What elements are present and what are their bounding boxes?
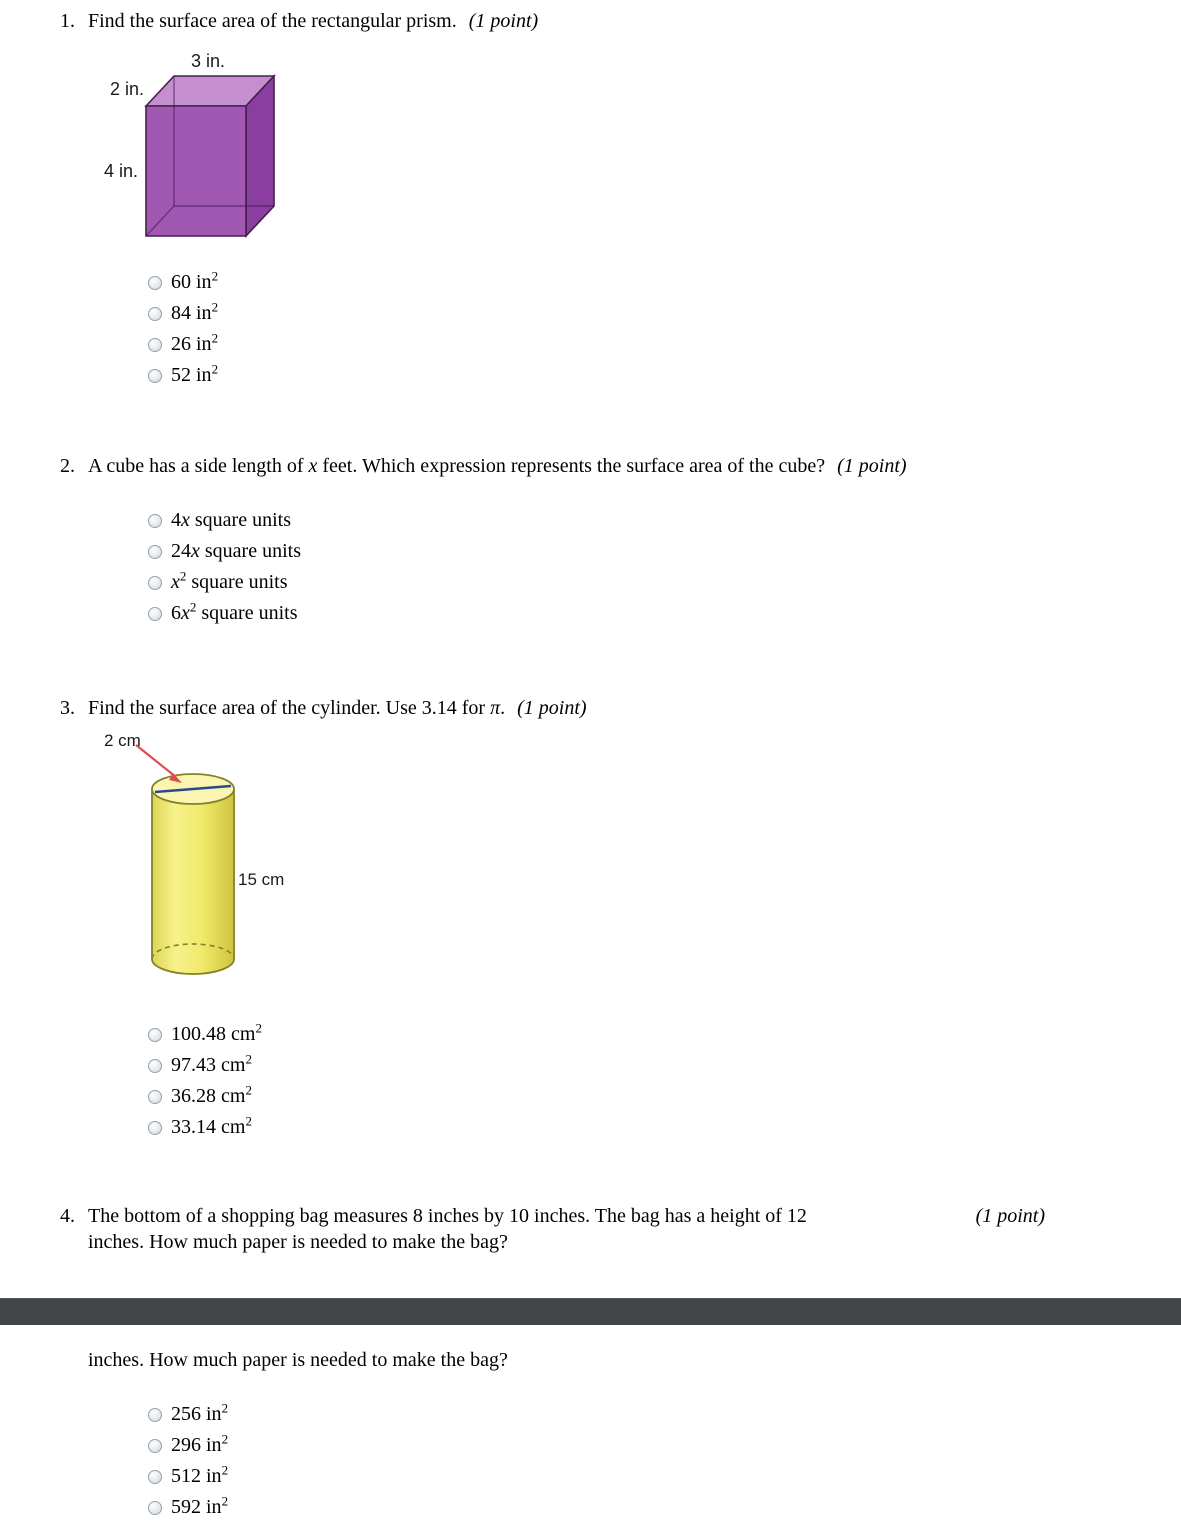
question-4-text — [88, 1203, 1181, 1253]
question-2-heading — [0, 453, 1181, 479]
question-1-option-3 — [148, 329, 1181, 360]
question-3-text-pre: Find the surface area of the cylinder. Use 3.14 for — [88, 697, 491, 719]
question-1-option-1-label[interactable]: 60 $in^2$ — [171, 268, 219, 293]
question-3-points: (1 point) — [517, 697, 587, 719]
question-3-option-4 — [148, 1112, 1181, 1143]
prism-label-top: 3 in. — [190, 51, 226, 71]
question-2-option-3-radio[interactable] — [148, 576, 162, 590]
question-2-text-post: feet. Which expression represents the surface area of the cube? — [317, 455, 826, 477]
prism-label-top-left: 2 in. — [109, 79, 144, 99]
question-3-heading — [0, 695, 1181, 721]
prism-figure — [88, 36, 323, 236]
question-1-option-1 — [148, 267, 1181, 298]
clipped-repeated-text: inches. How much paper is needed to make the bag? — [88, 1349, 508, 1371]
question-3-text-post: . — [500, 697, 506, 719]
question-3-option-3-label[interactable]: 36.28 $cm^2$ — [171, 1082, 252, 1107]
question-1-option-3-radio[interactable] — [148, 338, 162, 352]
prism-label-left: 4 in. — [103, 161, 138, 181]
question-4-option-4-label[interactable]: 592 $in^2$ — [171, 1493, 229, 1518]
question-3-option-3-radio[interactable] — [148, 1090, 162, 1104]
question-2-option-2 — [148, 536, 1181, 567]
question-3-option-1 — [148, 1019, 1181, 1050]
question-3-option-1-label[interactable]: 100.48 $cm^2$ — [171, 1020, 262, 1045]
question-4-option-1-radio[interactable] — [148, 1408, 162, 1422]
question-2-option-3-label[interactable]: $x^2$ square units — [171, 568, 288, 593]
question-2-option-4-radio[interactable] — [148, 607, 162, 621]
cylinder-diameter-label: 2 cm — [104, 731, 141, 750]
question-1-heading — [0, 8, 1181, 34]
question-3-option-2-radio[interactable] — [148, 1059, 162, 1073]
question-4-text-line1: The bottom of a shopping bag measures 8 inches by 10 inches. The bag has a height of 12 — [88, 1205, 807, 1227]
question-1-option-4-radio[interactable] — [148, 369, 162, 383]
question-3 — [0, 695, 1181, 1143]
question-2-option-4-label[interactable]: $6x^2$ square units — [171, 599, 298, 624]
question-4-option-3 — [148, 1461, 1181, 1492]
question-1-number: 1. — [60, 10, 75, 32]
question-2-options — [148, 505, 1181, 629]
question-2-option-1-radio[interactable] — [148, 514, 162, 528]
question-4-option-1 — [148, 1399, 1181, 1430]
question-1 — [0, 0, 1181, 391]
question-2 — [0, 453, 1181, 629]
question-3-option-4-radio[interactable] — [148, 1121, 162, 1135]
question-4-text-line2-clipped: inches. How much paper is needed to make the bag? — [88, 1231, 508, 1253]
question-3-option-2-label[interactable]: 97.43 $cm^2$ — [171, 1051, 252, 1076]
question-3-text — [88, 695, 1181, 721]
question-2-option-1-label[interactable]: 4x square units — [171, 509, 291, 531]
question-2-text-pre: A cube has a side length of — [88, 455, 309, 477]
prism-front-face — [146, 106, 246, 236]
question-2-option-3 — [148, 567, 1181, 598]
question-1-option-2-label[interactable]: 84 $in^2$ — [171, 299, 219, 324]
question-2-option-1 — [148, 505, 1181, 536]
question-4-option-3-label[interactable]: 512 $in^2$ — [171, 1462, 229, 1487]
question-1-text-pre: Find the surface area of the rectangular prism. — [88, 10, 457, 32]
question-2-option-2-radio[interactable] — [148, 545, 162, 559]
question-4-option-4 — [148, 1492, 1181, 1523]
cylinder-figure — [96, 727, 301, 992]
question-4-option-1-label[interactable]: 256 $in^2$ — [171, 1400, 229, 1425]
question-2-var: x — [308, 455, 318, 477]
question-4-option-2-radio[interactable] — [148, 1439, 162, 1453]
question-4-option-3-radio[interactable] — [148, 1470, 162, 1484]
prism-shape — [146, 76, 274, 236]
question-4-points: (1 point) — [975, 1205, 1045, 1227]
question-1-options — [148, 267, 1181, 391]
question-3-option-1-radio[interactable] — [148, 1028, 162, 1042]
question-2-number: 2. — [60, 455, 75, 477]
question-1-option-4-label[interactable]: 52 $in^2$ — [171, 361, 219, 386]
question-4 — [0, 1203, 1181, 1253]
cylinder-body — [152, 789, 234, 974]
question-3-option-3 — [148, 1081, 1181, 1112]
question-2-points: (1 point) — [837, 455, 907, 477]
question-1-option-2 — [148, 298, 1181, 329]
question-1-points: (1 point) — [468, 10, 539, 32]
question-3-option-4-label[interactable]: 33.14 $cm^2$ — [171, 1113, 252, 1138]
question-3-var: π — [490, 697, 501, 719]
question-1-option-2-radio[interactable] — [148, 307, 162, 321]
question-4-number: 4. — [60, 1205, 75, 1227]
question-3-option-2 — [148, 1050, 1181, 1081]
question-1-option-1-radio[interactable] — [148, 276, 162, 290]
question-2-text — [88, 453, 1181, 479]
divider-bar — [0, 1298, 1181, 1325]
question-1-text — [88, 8, 1181, 34]
question-4-option-4-radio[interactable] — [148, 1501, 162, 1515]
question-4-option-2 — [148, 1430, 1181, 1461]
question-2-option-4 — [148, 598, 1181, 629]
question-4-option-2-label[interactable]: 296 $in^2$ — [171, 1431, 229, 1456]
cylinder-shape — [152, 774, 234, 974]
cylinder-height-label: 15 cm — [238, 870, 285, 889]
question-2-option-2-label[interactable]: 24x square units — [171, 540, 301, 562]
question-1-option-3-label[interactable]: 26 $in^2$ — [171, 330, 219, 355]
question-3-number: 3. — [60, 697, 75, 719]
question-1-option-4 — [148, 360, 1181, 391]
question-4-options — [148, 1399, 1181, 1523]
question-3-options — [148, 1019, 1181, 1143]
question-4-heading — [0, 1203, 1181, 1253]
arrow-icon — [136, 745, 182, 783]
